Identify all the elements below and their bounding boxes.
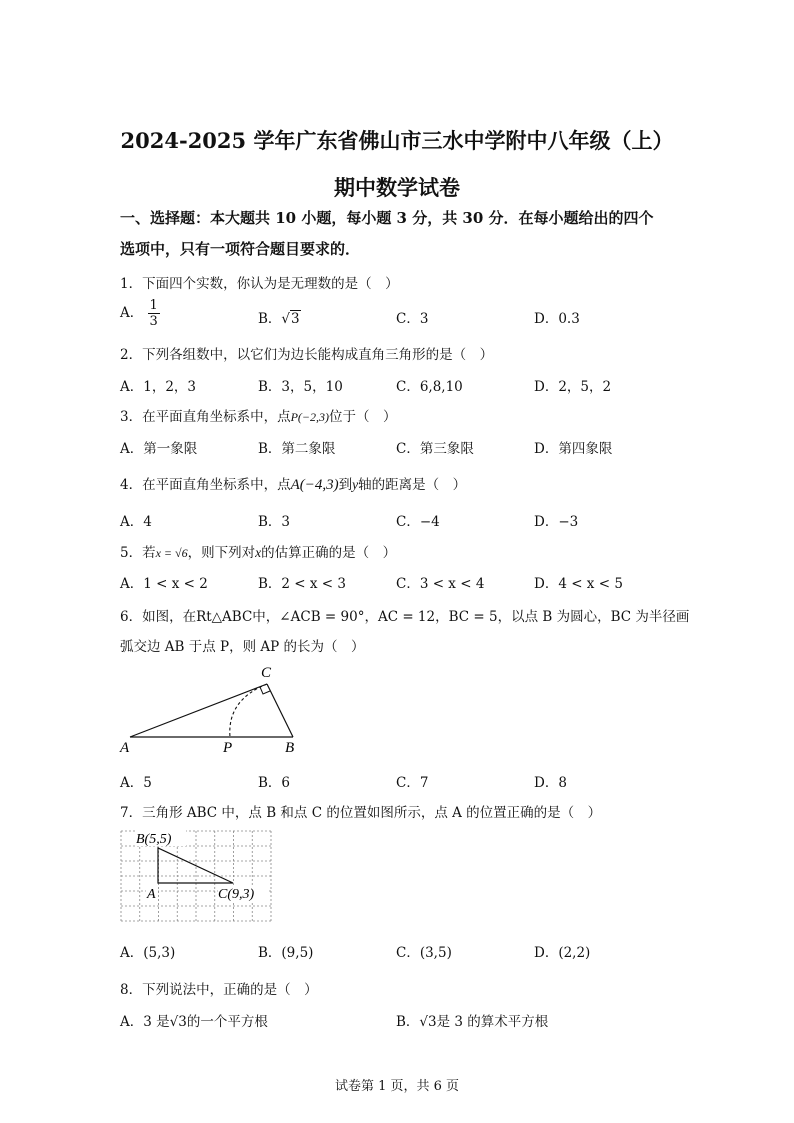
page-subtitle: 期中数学试卷 xyxy=(334,175,460,200)
question-6: 6．如图，在Rt△ABC中，∠ACB = 90°，AC = 12，BC = 5，以点 B 为圆心，BC 为半径画 xyxy=(120,609,690,625)
q6-option-c: C．7 xyxy=(396,775,429,791)
q7-option-c: C．(3,5) xyxy=(396,945,452,961)
label-c: C(9,3) xyxy=(218,887,255,902)
q2-option-d: D．2，5，2 xyxy=(534,379,612,395)
q2-option-c: C．6,8,10 xyxy=(396,379,463,395)
arc-bp xyxy=(230,684,267,737)
q8-option-a: A．3 是√3的一个平方根 xyxy=(120,1014,268,1030)
q5-option-c: C．3 < x < 4 xyxy=(396,576,485,592)
q8-option-b: B．√3是 3 的算术平方根 xyxy=(396,1014,549,1030)
label-c: C xyxy=(261,665,272,681)
question-3: 3．在平面直角坐标系中，点P(−2,3)位于（ ） xyxy=(120,409,397,425)
q1-option-d: D．0.3 xyxy=(534,311,580,327)
q4-option-b: B．3 xyxy=(258,514,291,530)
q7-option-a: A．(5,3) xyxy=(120,945,176,961)
question-5: 5．若x = √6，则下列对x的估算正确的是（ ） xyxy=(120,545,397,561)
figure-grid-7 xyxy=(118,828,278,924)
q4-option-a: A．4 xyxy=(120,514,152,530)
label-a: A xyxy=(120,740,130,756)
question-4: 4．在平面直角坐标系中，点A(−4,3)到y轴的距离是（ ） xyxy=(120,477,467,493)
label-b: B xyxy=(285,740,295,756)
question-8: 8．下列说法中，正确的是（ ） xyxy=(120,982,318,998)
section-heading-cont: 选项中，只有一项符合题目要求的． xyxy=(120,240,361,258)
q3-option-c: C．第三象限 xyxy=(396,441,474,457)
triangle-abc xyxy=(158,848,233,883)
question-7: 7．三角形 ABC 中，点 B 和点 C 的位置如图所示，点 A 的位置正确的是（ ） xyxy=(120,805,602,821)
q3-option-b: B．第二象限 xyxy=(258,441,336,457)
q2-option-a: A．1，2，3 xyxy=(120,379,197,395)
page-footer: 试卷第 1 页，共 6 页 xyxy=(334,1079,460,1094)
q1-option-a: A． $\frac{1}{3}$ xyxy=(120,298,158,329)
label-p: P xyxy=(223,740,233,756)
q4-option-c: C．−4 xyxy=(396,514,440,530)
q5-option-b: B．2 < x < 3 xyxy=(258,576,347,592)
q6-option-b: B．6 xyxy=(258,775,291,791)
q7-option-b: B．(9,5) xyxy=(258,945,314,961)
question-2: 2．下列各组数中，以它们为边长能构成直角三角形的是（ ） xyxy=(120,347,494,363)
q5-option-d: D．4 < x < 5 xyxy=(534,576,623,592)
q4-option-d: D．−3 xyxy=(534,514,579,530)
label-b: B(5,5) xyxy=(136,832,172,847)
q7-option-d: D．(2,2) xyxy=(534,945,591,961)
page-title: 2024-2025 学年广东省佛山市三水中学附中八年级（上） xyxy=(120,128,674,153)
label-a: A xyxy=(147,887,156,902)
question-1: 1．下面四个实数，你认为是无理数的是（ ） xyxy=(120,276,399,292)
section-heading: 一、选择题：本大题共 10 小题，每小题 3 分，共 30 分．在每小题给出的四个 xyxy=(120,209,654,227)
q2-option-b: B．3，5，10 xyxy=(258,379,343,395)
q1-option-b: B．√3 xyxy=(258,311,300,327)
q1-option-c: C．3 xyxy=(396,311,429,327)
q3-option-d: D．第四象限 xyxy=(534,441,613,457)
q6-option-a: A．5 xyxy=(120,775,152,791)
segment-ac xyxy=(130,684,267,737)
q6-option-d: D．8 xyxy=(534,775,567,791)
figure-triangle-6 xyxy=(115,660,315,758)
segment-bc xyxy=(267,684,293,737)
q5-option-a: A．1 < x < 2 xyxy=(120,576,208,592)
q3-option-a: A．第一象限 xyxy=(120,441,198,457)
question-6-cont: 弧交边 AB 于点 P，则 AP 的长为（ ） xyxy=(120,639,365,655)
